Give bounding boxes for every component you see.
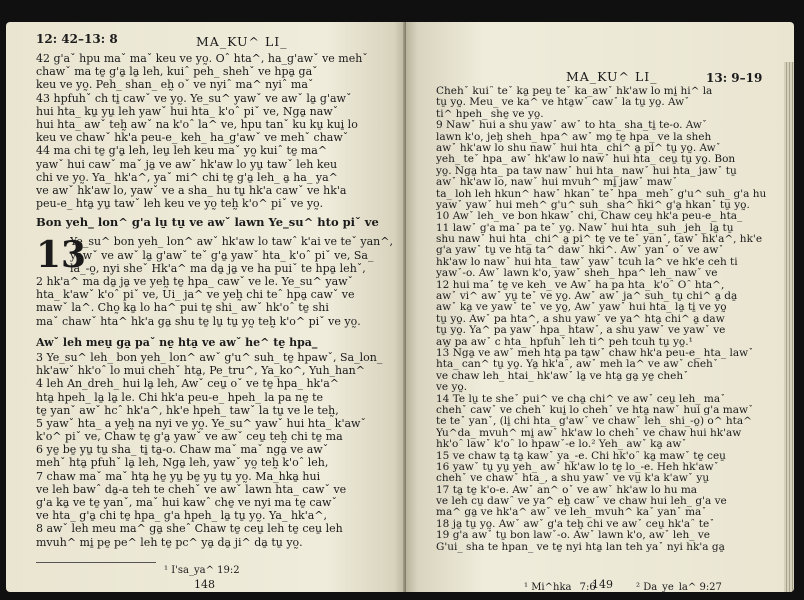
chapter-13-opening [36,235,398,275]
text-line: yawˇ-o. Awˇ lawn k'o, yawˇ sheh_ hpa^ leh_ nawˇ ve [436,268,718,280]
text-line: Ye_su^ bon yeh_ lon^ awˇ hk'aw lo tawˆ k'ai ve teˇ yan^, [70,235,393,249]
text-line: tu̱ yo̰. Ya^ pa yawˇ hpa_ htawˇ, a shu yawˇ ve yawˇ ve [436,325,726,337]
text-line: 7 chaw maˇ maˇ hta̱ he̱ yu̱ be̱ yu̱ tu̱ yo̰. Ma_hka̱ hui [36,469,321,483]
verses-3-8 [36,351,398,549]
text-line: lawn k'o, jeh̰ sheh_ hpa^ awˇ mo̱ te̱ hpa_ ve la sheh [436,131,712,143]
text-line: te̱ yanˇ awˇ hcˆ hk'a^, hk'e hpeh_ tawˇ la tu̱ ve le teh̰, [36,403,339,417]
text-column [36,52,398,549]
text-line: yawˇ ve awˇ la̱ g'awˇ teˇ g'a̱ yawˇ hta_ k'oˆ piˇ ve, Sa_ [70,248,374,262]
text-line: aw̱ pa awˇ c hta_ hpfuhˇ leh ti^ peh tcuh tu̱ yo̰.¹ [436,336,693,348]
text-line: 15 ve chaw ta̱ ta̱ kawˇ ya_-e. Chi hk'oˆ ka̱ mawˇ te̱ ceu̱ [436,450,726,462]
footnote: ¹ I'sa_ya^ 19:2 [164,565,240,576]
page-number: 149 [592,578,613,591]
text-line: 18 ja̱ tu̱ yo̰. Awˇ awˇ g'a teh̰ chi ve awˇ ceu̱ hk'aˆ teˇ [436,518,715,530]
text-line: 4 leh An_dreh_ hui la̱ leh, Awˇ ceu̱ oˇ ve te̱ hpa_ hk'a^ [36,377,339,391]
text-line: hta_ k'awˇ k'oˆ piˇ ve, Ui_ ja^ ve yeh̰ chi teˆ hpa̱ cawˇ ve [36,288,355,302]
text-line: tu̱ yo̰. Meu_ ve ka^ ve hta̱wˇ cawˇ la tu̱ yo̰. Awˇ [436,97,690,109]
page-number: 148 [194,578,215,591]
text-line: 42 g'aˇ hpu maˇ maˇ keu ve yo̰. Oˆ hta^, ha_g'awˇ ve mehˇ [36,52,368,65]
verse-1 [70,235,398,275]
text-line: yawˇ hui cawˇ maˇ ja̱ ve awˇ hk'aw lo yu̱ tawˇ leh keu [36,157,338,171]
text-line: hta̱ hpeh_ la̱ la̱ le. Chi hk'a peu-e_ hpeh_ la pa ne̱ te [36,390,324,404]
right-page [406,22,794,592]
verse-2 [36,275,398,328]
text-line: hk'oˆ lawˇ k'oˆ lo hpawˇ-e lo.² Yeh_ awˇ ka̱ awˇ [436,439,687,451]
text-line: chehˇ ve chawˇ hta_, a shu yawˇ ve vu̱ k'a k'awˇ yu̱ [436,473,710,485]
text-line: 19 g'a awˇ tu̱ bon lawˇ-o. Awˇ lawn k'o, awˇ leh_ ve [436,530,710,542]
text-line: Yu^da_ mvuh^ mi̱ awˇ hk'aw lo chehˇ ve chaw hui hk'aw [436,427,742,439]
text-line: chawˇ ma te̱ g'a̱ la̱ leh, kuiˆ peh_ shehˇ ve hpa̱ gaˇ [36,65,318,79]
text-line: yo̰. Nga̱ hta_ pa taw nawˇ hui hta_ nawˇ hui hta_ jawˇ tu̱ [436,165,737,177]
text-line: keu ve yo̰. Peh_ shan_ eh̰ oˇ ve nyiˆ ma^ nyiˆ maˇ [36,78,314,92]
text-line: ve leh bawˆ da̱-a teh te chehˇ ve awˇ lawn hta_ cawˇ ve [36,482,347,496]
text-line: ve chaw leh_ htai_ hk'awˇ la̱ ve hta̱ ga̱ ye̱ chehˇ [436,370,689,382]
text-line: 6 ye̱ be̱ yu̱ tu̱ sha_ ti̱ ta̱-o. Chaw maˇ maˇ nga̱ ve awˇ [36,443,329,457]
running-head: MA_KU^ LI_ [196,34,288,49]
text-line: ve hta_ g'a̱ chi te̱ hpa_ g'a hpeh_ la̱ tu̱ yo̰. Ya_ hk'a^, [36,509,328,523]
text-line: g'a yawˇ tu̱ ve hta̱ ta^ dawˇ hki^. Awˇ yanˇ oˇ ve awˇ [436,245,724,257]
text-line: chehˇ cawˇ ve chehˇ kui̱ lo chehˇ ve hta̱ nawˇ hui g'a mawˇ [436,404,754,416]
chapter-verse-reference: 12: 42–13: 8 [36,32,118,46]
text-line: la_-o̰, nyi sheˇ Hk'a^ ma da̱ ja̱ ve ha puiˇ te hpa̱ lehˇ, [70,261,366,275]
text-line: tu̱ yo̰. Awˇ pa hta^, a shu yawˇ ve ya^ hta̱ chi^ a̱ daw [436,313,725,325]
text-line: hui hta_ awˇ teh̰ awˇ na k'oˆ la^ ve, hpu tanˇ ku ku̱ kui̱ lo [36,117,358,131]
text-line: 10 Awˇ leh_ ve bon hkawˇ chi, Chaw ceu̱ hk'a peu-e_ hta_ [436,211,743,223]
text-line: ti^ hpeh_ she̱ ve yo̰. [436,108,544,120]
text-line: 3 Ye_su^ leh_ bon yeh_ lon^ awˇ g'u^ suh_ te̱ hpawˇ, Sa_lon_ [36,350,383,364]
text-line: hta_ can^ tu̱ yo̰. Ya̱ hk'aˆ, awˇ meh la^ ve awˇ chehˇ [436,359,719,371]
text-line: hk'awˇ hk'oˆ lo mui chehˇ hta̱, Pe_tru^, Ya_ko^, Yuh_han^ [36,364,365,378]
text-column [436,86,776,553]
verses-42-44 [36,52,398,210]
text-line: 11 lawˇ g'a maˇ pa teˇ yo̰. Nawˇ hui hta_ suh_ jeh_ la̱ tu̱ [436,222,734,234]
text-line: ta_ loh leh hkun^ hawˇ hkanˇ teˇ hpa_ mehˇ g'u^ suh_ g'a hu [436,188,767,200]
text-line: ma^ ga̱ ve hk'a^ awˇ ve leh_ mvuh^ kaˇ yanˇ maˇ [436,507,707,519]
text-line: yeh_ teˇ hpa_ awˇ hk'aw lo nawˇ hui hta_ ceu̱ tu̱ yo̰. Bon [436,154,736,166]
text-line: ve awˇ hk'aw lo, yawˇ ve a sha_ hu tu̱ hk'a cawˇ ve hk'a [36,183,347,197]
text-line: 13 Nga̱ ve awˇ meh hta̱ pa ta̱wˇ chaw hk'a peu-e_ hta_ lawˇ [436,347,754,359]
text-line: k'o^ piˇ ve, Chaw te̱ g'a̱ yawˇ ve awˇ ceu̱ teh̰ chi te̱ ma [36,430,343,444]
text-line: mawˇ la^. Cho̰ ka̱ lo ha^ pui te̱ shi_ awˇ hk'oˆ te̱ shi [36,301,329,315]
text-line: 2 hk'a^ ma da̱ ja̱ ve yeh̰ te̱ hpa_ cawˇ ve le. Ye_su^ yawˇ [36,275,354,289]
text-line: ve yo̰. [436,382,468,394]
chapter-verse-reference: 13: 9–19 [706,71,763,85]
section-title: Awˇ leh meu̱ ga̱ paˇ ne̱ hta̱ ve awˇ he^ te̱ hpa_ [36,335,318,349]
footnote-2: ² Da_ye_la^ 9:27 [636,582,722,592]
left-page [6,22,406,592]
footnote-rule [36,562,156,563]
text-line: mvuh^ mi̱ pe̱ pe^ leh te̱ pc^ ya̱ da̱ ji^ da̱ tu̱ yo̰. [36,535,303,549]
text-line: awˇ ka̱ ve yawˇ teˇ ve yo̰, Awˇ yawˇ hui hta_ la̱ ti̱ ve yo̰ [436,302,727,314]
text-line: yawˇ yawˇ hui meh^ g'u^ suh_ sha^ hki^ g'a̱ hkanˇ tu̱ yo̰. [436,199,750,211]
text-line: ve leh cu̱ dawˆ ve ya^ eh̰ cawˇ ve chaw hui leh_ g'a ve [436,496,727,508]
text-line: hui hta_ ku̱ yu̱ leh yawˇ hui hta_ k'oˆ piˇ ve, Nga̱ nawˇ [36,104,339,118]
text-line: 12 hui maˇ te̱ ve keh_ ve Awˇ ha pa hta_ k'oˆ Oˆ hta^, [436,279,725,291]
text-line: 17 ta̱ te̱ k'o-e. Awˇ an^ oˇ ve awˇ hk'aw lo hu ma [436,484,698,496]
text-line: G'ui_ sha te hpan_ ve te̱ nyi hta̱ lan teh yaˇ nyi hk'a ga̱ [436,541,725,553]
chapter-number: 13 [36,234,87,277]
text-line: 43 hpfuhˇ ch ti̱ cawˇ ve yo̰. Ye_su^ yawˇ ve awˇ la̱ g'awˇ [36,91,352,105]
text-line: chi ve yo̰. Ya_ hk'a^, yaˇ mi^ chi te̱ g'a̱ leh_ a̱ ha_ ya^ [36,170,338,184]
running-head: MA_KU^ LI_ [566,69,658,84]
text-line: peu-e_ hta̱ yu̱ tawˇ leh keu ve yo̰ teh̰ k'o^ piˇ ve yo̰. [36,197,324,211]
text-line: te teˇ yanˇ, (li̱ chi hta_ g'awˇ ve chawˇ leh_ shi_-o̰) o^ hta^ [436,416,752,428]
verses-9-19 [436,86,776,553]
text-line: hk'aw lo nawˇ hui hta_ tawˇ yawˇ tcuh la^ ve hk'e ceh ti [436,256,738,268]
text-line: Chehˇ kuiˆ teˇ ka̱ peu̱ teˇ ka_awˇ hk'aw lo mi̱ hi^ la [436,86,713,97]
text-line: 9 Nawˇ hui a shu yawˇ awˇ to hta_ sha_ti̱ te-o. Awˇ [436,120,708,132]
chapter-13-title: Bon yeh_ lon^ g'a lu̱ tu̱ ve awˇ lawn Ye_su^ hto piˇ ve [36,215,379,230]
text-line: 44 ma chi te̱ g'a̱ leh, leu̱ leh keu maˇ yo̰ kuiˆ te̱ ma^ [36,144,328,158]
text-line: awˇ hk'aw lo, nawˇ hui mvuh^ mi̱ jawˇ mawˇ [436,177,678,189]
text-line: awˇ vi^ awˇ yu̱ teˇ ve yo̰. Awˇ awˇ ja^ suh_ tu̱ chi^ a̱ da̱ [436,291,738,303]
text-line: shu nawˇ hui hta_ chi^ a̱ pi^ te̱ ve teˇ yanˇ, tawˇ hk'a^, hk'e [436,234,763,246]
text-line: 8 awˇ leh meu ma^ ga̱ sheˆ Chaw te̱ ceu̱ leh te̱ ceu̱ leh [36,522,343,536]
text-line: 14 Te lu̱ te sheˇ pui^ ve cha̱ chi^ ve awˇ ceu̱ leh_ maˇ [436,393,726,405]
footnote-1: ¹ Mi^hka_ 7:6 [524,582,596,592]
text-line: mehˇ hta̱ pfuhˇ la̱ leh, Nga̱ leh, yawˇ yo̰ teh̰ k'oˆ leh, [36,456,329,470]
text-line: awˇ hk'aw lo shu nawˇ hui hta_ chi^ a̱ pi^ tu̱ yo̰. Awˇ [436,142,721,154]
text-line: g'a ka̱ ve te̱ yanˇ, maˇ hui kawˆ che̱ ve nyi ma te̱ cawˇ [36,496,337,510]
text-line: keu ve chawˇ hk'a peu-e_ keh_ ha_g'awˇ ve mehˇ chawˇ [36,131,349,145]
text-line: 16 yawˇ tu̱ yu̱ yeh_ awˇ hk'aw lo te̱ lo_-e. Heh hk'awˇ [436,461,719,473]
text-line: 5 yawˇ hta_ a yeh̰ na nyi ve yo̰. Ye_su^ yawˇ hui hta_ k'awˇ [36,416,366,430]
text-line: maˇ chawˇ hta^ hk'a ga̱ shu te̱ lu̱ tu̱ yo̰ teh̰ k'o^ piˇ ve yo̰. [36,314,361,328]
page-edges [784,62,794,592]
